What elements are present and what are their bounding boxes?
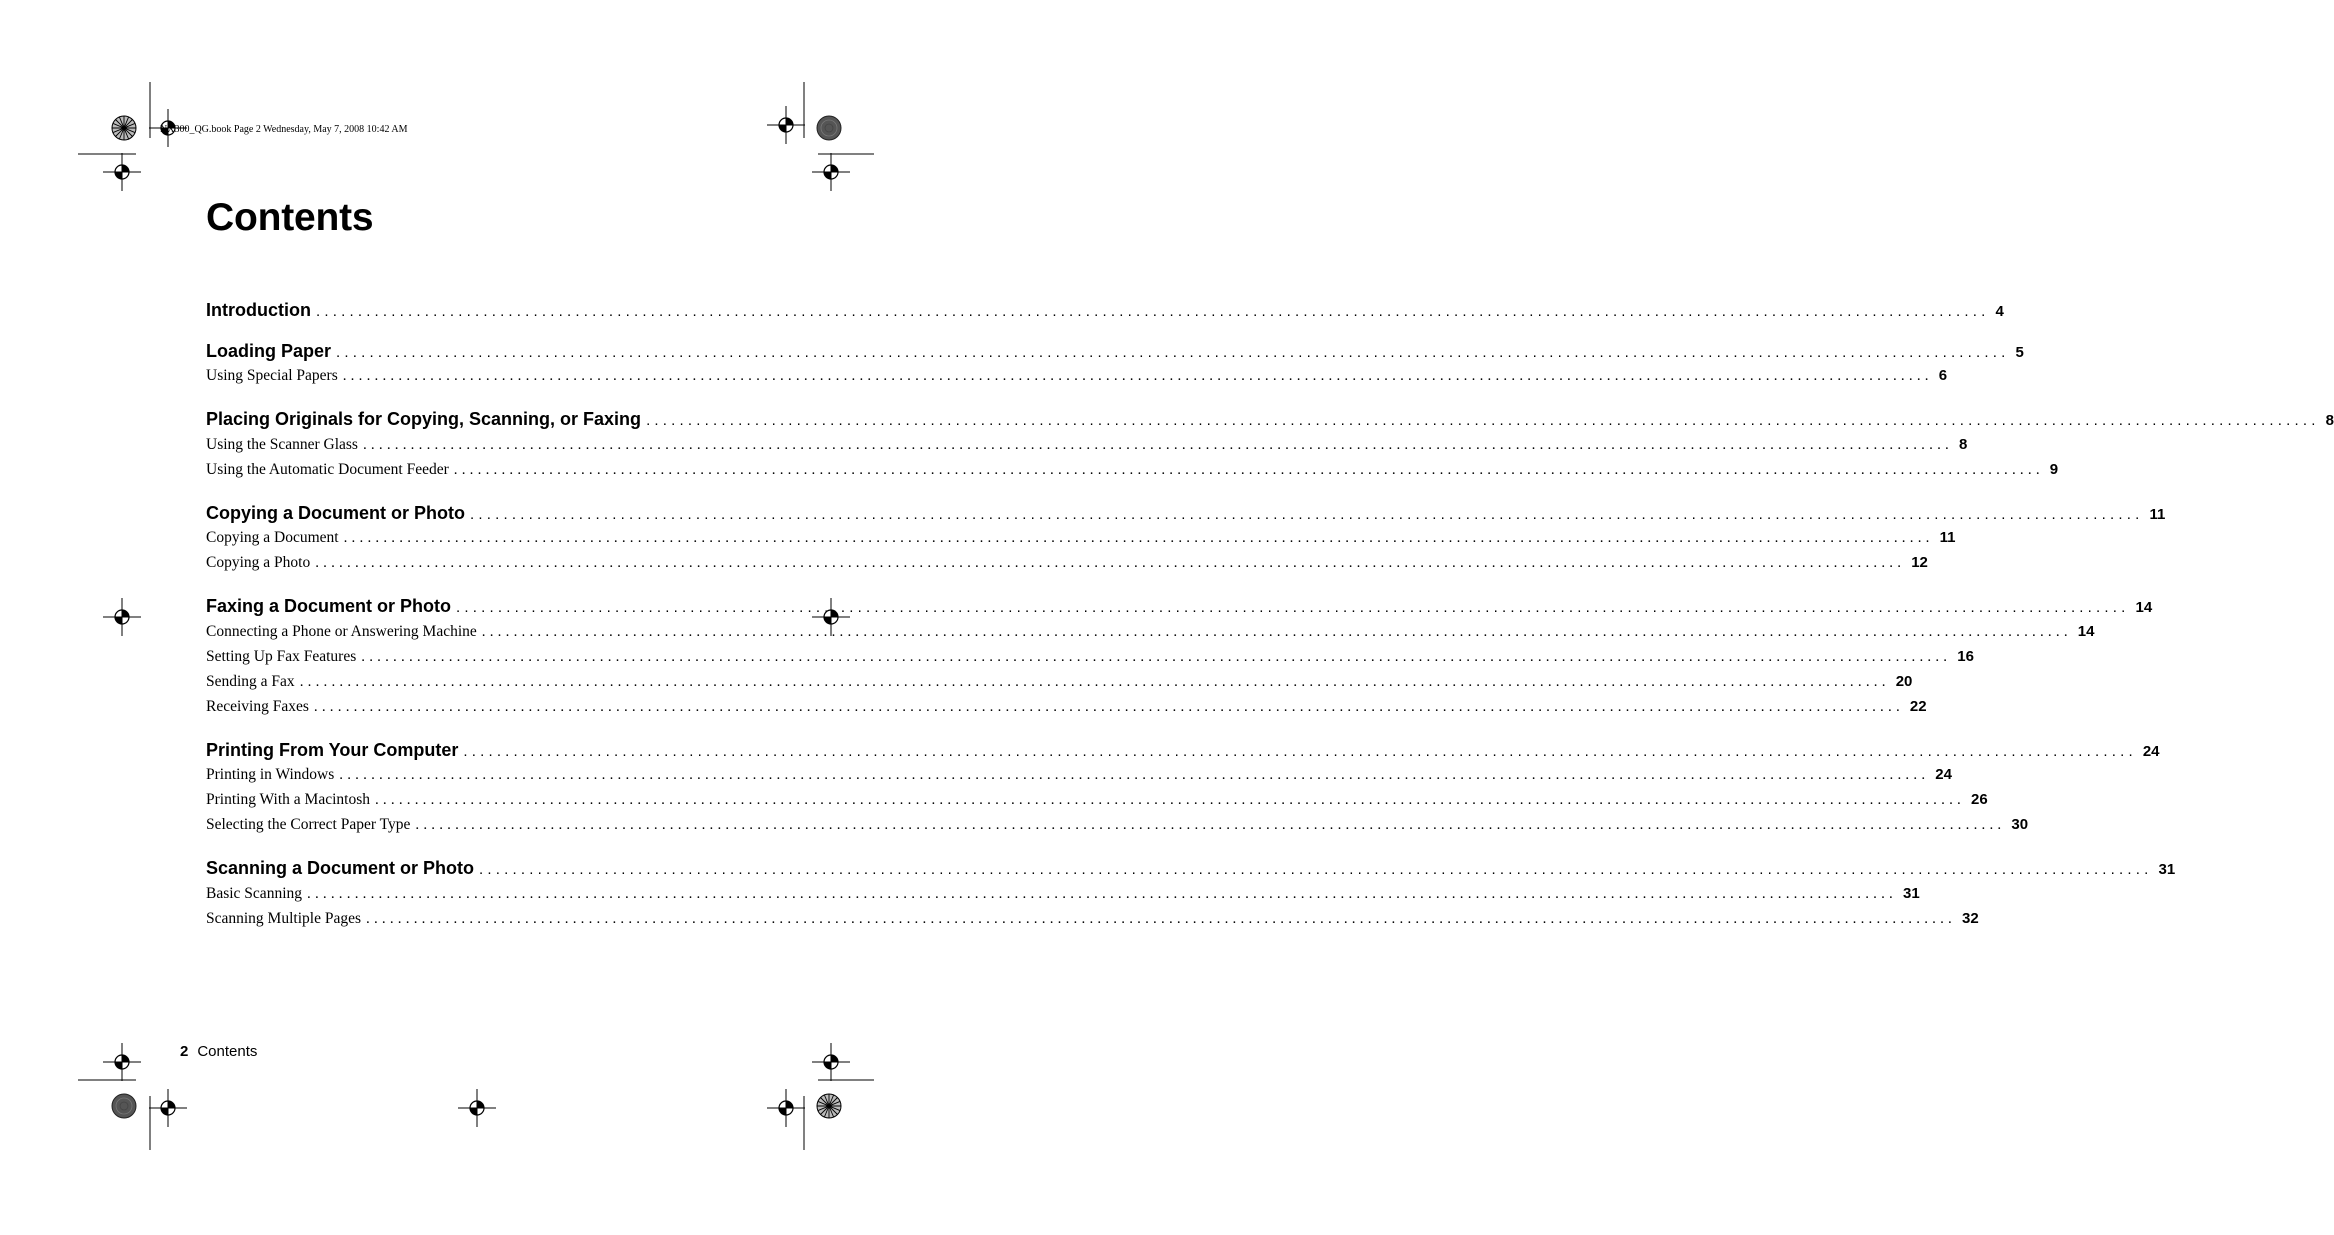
toc-entry-title: Receiving Faxes bbox=[206, 698, 309, 715]
toc-leader-dots: ........................................................................................................................................................................................................ bbox=[463, 743, 2137, 760]
footer-page-number: 2 bbox=[180, 1043, 189, 1060]
toc-entry bbox=[206, 910, 1979, 928]
toc-entry-title: Copying a Document or Photo bbox=[206, 503, 465, 523]
toc-leader-dots: ........................................................................................................................................................................................................ bbox=[336, 344, 2010, 361]
toc-entry bbox=[206, 596, 2153, 617]
registration-mark-top-right bbox=[767, 106, 805, 144]
toc-entry bbox=[206, 858, 2176, 879]
file-stamp: NX300_QG.book Page 2 Wednesday, May 7, 2008 10:42 AM bbox=[160, 124, 408, 135]
toc-leader-dots: ........................................................................................................................................................................................................ bbox=[470, 506, 2144, 523]
registration-dark-top-right bbox=[817, 116, 841, 140]
toc-leader-dots: ........................................................................................................................................................................................................ bbox=[313, 699, 1904, 715]
toc-entry bbox=[206, 554, 1928, 572]
toc-entry-page: 31 bbox=[2158, 861, 2176, 878]
toc-entry-page: 12 bbox=[1911, 554, 1928, 571]
toc-entry bbox=[206, 885, 1920, 903]
toc-entry-title: Using the Automatic Document Feeder bbox=[206, 461, 449, 478]
toc-entry-page: 16 bbox=[1957, 648, 1974, 665]
toc-entry bbox=[206, 409, 2334, 430]
toc-entry-title: Placing Originals for Copying, Scanning, or Faxing bbox=[206, 409, 642, 429]
toc-entry-page: 30 bbox=[2011, 816, 2029, 833]
toc-entry-page: 4 bbox=[1995, 303, 2004, 320]
toc-leader-dots: ........................................................................................................................................................................................................ bbox=[361, 649, 1952, 665]
footer-section-name: Contents bbox=[197, 1043, 258, 1060]
toc-entry bbox=[206, 436, 1968, 454]
toc-entry-title: Printing in Windows bbox=[206, 766, 335, 783]
toc-entry-page: 11 bbox=[1939, 529, 1956, 546]
toc-entry-title: Basic Scanning bbox=[206, 885, 302, 902]
toc-leader-dots: ........................................................................................................................................................................................................ bbox=[362, 437, 1953, 453]
toc-entry-title: Scanning Multiple Pages bbox=[206, 910, 361, 927]
toc-leader-dots: ........................................................................................................................................................................................................ bbox=[481, 624, 2072, 640]
toc-entry bbox=[206, 648, 1974, 666]
toc-entry-page: 11 bbox=[2149, 506, 2166, 523]
page-title: Contents bbox=[206, 196, 374, 239]
toc-leader-dots: ........................................................................................................................................................................................................ bbox=[343, 530, 1934, 546]
toc-entry bbox=[206, 740, 2160, 761]
toc-entry bbox=[206, 698, 1927, 716]
toc-entry-title: Setting Up Fax Features bbox=[206, 648, 357, 665]
toc-entry-page: 8 bbox=[2325, 412, 2334, 429]
toc-entry-page: 9 bbox=[2049, 461, 2059, 478]
registration-star-bottom-right bbox=[817, 1094, 841, 1118]
toc-leader-dots: ........................................................................................................................................................................................................ bbox=[315, 555, 1906, 571]
toc-entry bbox=[206, 791, 1988, 809]
toc-entry-page: 22 bbox=[1909, 698, 1927, 715]
toc-entry-title: Sending a Fax bbox=[206, 673, 295, 690]
page-footer bbox=[180, 1043, 257, 1060]
toc-leader-dots: ........................................................................................................................................................................................................ bbox=[299, 674, 1890, 690]
toc-entry bbox=[206, 341, 2024, 362]
toc-entry-page: 20 bbox=[1895, 673, 1913, 690]
toc-entry-page: 14 bbox=[2135, 599, 2153, 616]
toc-entry-title: Introduction bbox=[206, 300, 311, 320]
toc-entry bbox=[206, 673, 1913, 691]
toc-leader-dots: ........................................................................................................................................................................................................ bbox=[374, 792, 1965, 808]
toc-entry bbox=[206, 816, 2029, 834]
registration-mark-bottom-right bbox=[767, 1089, 805, 1127]
toc-leader-dots: ........................................................................................................................................................................................................ bbox=[415, 817, 2006, 833]
registration-mark-left-middle bbox=[103, 598, 141, 636]
toc-leader-dots: ........................................................................................................................................................................................................ bbox=[307, 886, 1897, 902]
registration-mark-right-upper bbox=[812, 153, 850, 191]
toc-entry bbox=[206, 503, 2166, 524]
toc-entry-page: 31 bbox=[1903, 885, 1920, 902]
toc-entry-page: 24 bbox=[2142, 743, 2160, 760]
toc-entry-title: Selecting the Correct Paper Type bbox=[206, 816, 411, 833]
toc-entry bbox=[206, 461, 2059, 479]
toc-entry-page: 8 bbox=[1958, 436, 1968, 453]
toc-entry bbox=[206, 766, 1952, 784]
toc-entry-title: Copying a Document bbox=[206, 529, 339, 546]
toc-entry-page: 24 bbox=[1935, 766, 1952, 783]
toc-entry bbox=[206, 367, 1948, 385]
registration-mark-left-lower bbox=[103, 1043, 141, 1081]
toc-entry-page: 26 bbox=[1970, 791, 1988, 808]
registration-mark-bottom-left bbox=[149, 1089, 187, 1127]
toc-leader-dots: ........................................................................................................................................................................................................ bbox=[453, 462, 2044, 478]
toc-entry-page: 6 bbox=[1938, 367, 1948, 384]
toc-leader-dots: ........................................................................................................................................................................................................ bbox=[342, 368, 1933, 384]
registration-star-top-left bbox=[112, 116, 136, 140]
toc-leader-dots: ........................................................................................................................................................................................................ bbox=[646, 412, 2320, 429]
toc-entry bbox=[206, 300, 2004, 321]
toc-entry-title: Connecting a Phone or Answering Machine bbox=[206, 623, 477, 640]
toc-entry-title: Printing With a Macintosh bbox=[206, 791, 370, 808]
toc-entry-title: Printing From Your Computer bbox=[206, 740, 459, 760]
registration-mark-right-lower bbox=[812, 1043, 850, 1081]
toc-entry-title: Scanning a Document or Photo bbox=[206, 858, 475, 878]
registration-mark-left-upper bbox=[103, 153, 141, 191]
toc-entry-page: 5 bbox=[2015, 344, 2024, 361]
toc-entry-page: 14 bbox=[2077, 623, 2095, 640]
toc-entry-title: Copying a Photo bbox=[206, 554, 311, 571]
toc-entry-title: Using the Scanner Glass bbox=[206, 436, 358, 453]
toc-leader-dots: ........................................................................................................................................................................................................ bbox=[366, 911, 1956, 927]
toc-entry bbox=[206, 529, 1956, 547]
crop-marks bbox=[0, 0, 954, 1235]
toc-entry-title: Faxing a Document or Photo bbox=[206, 596, 452, 616]
toc-entry-title: Using Special Papers bbox=[206, 367, 338, 384]
toc-entry bbox=[206, 623, 2095, 641]
toc-leader-dots: ........................................................................................................................................................................................................ bbox=[456, 599, 2130, 616]
toc-leader-dots: ........................................................................................................................................................................................................ bbox=[315, 303, 1990, 320]
toc-entry-title: Loading Paper bbox=[206, 341, 332, 361]
registration-dark-bottom-left bbox=[112, 1094, 136, 1118]
toc-leader-dots: ........................................................................................................................................................................................................ bbox=[339, 767, 1930, 783]
toc-entry-page: 32 bbox=[1962, 910, 1979, 927]
registration-mark-bottom-center bbox=[458, 1089, 496, 1127]
toc-leader-dots: ........................................................................................................................................................................................................ bbox=[479, 861, 2153, 878]
